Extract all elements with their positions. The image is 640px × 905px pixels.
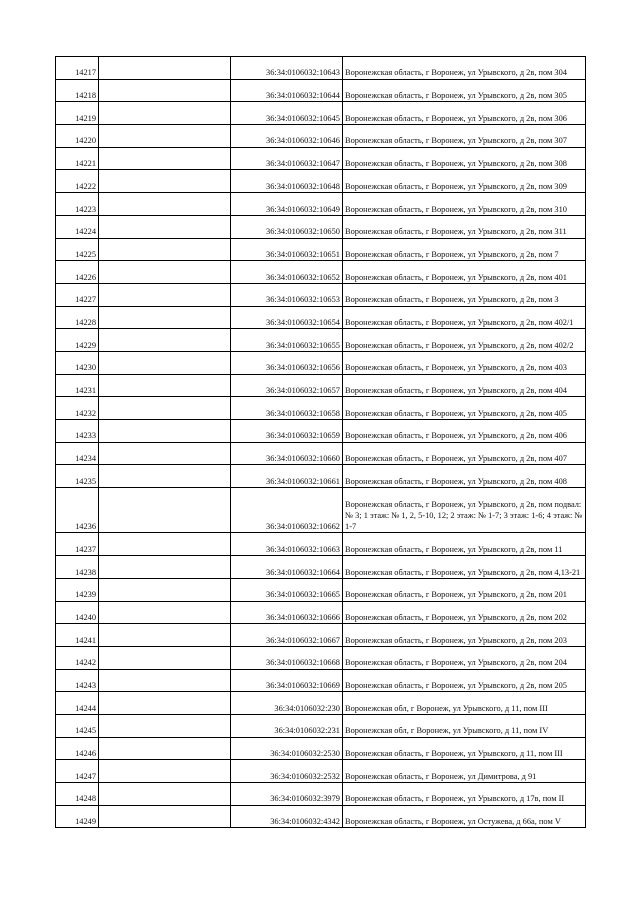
- table-row: [56, 79, 586, 102]
- empty-cell: [99, 442, 231, 465]
- cadastral-number: 36:34:0106032:2530: [231, 737, 343, 760]
- cadastral-number: 36:34:0106032:10660: [231, 442, 343, 465]
- address-cell: Воронежская область, г Воронеж, ул Урывского, д 2в, пом 205: [343, 669, 586, 692]
- row-number: 14218: [56, 79, 99, 102]
- table-row: [56, 261, 586, 284]
- table-row: [56, 601, 586, 624]
- address-cell: Воронежская область, г Воронеж, ул Урывского, д 11, пом III: [343, 737, 586, 760]
- table-row: [56, 646, 586, 669]
- address-cell: Воронежская область, г Воронеж, ул Урывского, д 2в, пом 201: [343, 578, 586, 601]
- table-row: [56, 737, 586, 760]
- cadastral-number: 36:34:0106032:10649: [231, 193, 343, 216]
- cadastral-number: 36:34:0106032:10668: [231, 646, 343, 669]
- empty-cell: [99, 125, 231, 148]
- empty-cell: [99, 624, 231, 647]
- table-row: [56, 578, 586, 601]
- cadastral-number: 36:34:0106032:10659: [231, 420, 343, 443]
- row-number: 14242: [56, 646, 99, 669]
- cadastral-number: 36:34:0106032:10661: [231, 465, 343, 488]
- empty-cell: [99, 374, 231, 397]
- address-cell: Воронежская область, г Воронеж, ул Урывского, д 2в, пом 7: [343, 238, 586, 261]
- address-cell: Воронежская область, г Воронеж, ул Урывского, д 2в, пом 309: [343, 170, 586, 193]
- row-number: 14233: [56, 420, 99, 443]
- cadastral-number: 36:34:0106032:10647: [231, 147, 343, 170]
- cadastral-number: 36:34:0106032:4342: [231, 805, 343, 828]
- empty-cell: [99, 578, 231, 601]
- address-cell: Воронежская область, г Воронеж, ул Урывского, д 2в, пом 202: [343, 601, 586, 624]
- row-number: 14229: [56, 329, 99, 352]
- cadastral-number: 36:34:0106032:2532: [231, 760, 343, 783]
- cadastral-number: 36:34:0106032:231: [231, 714, 343, 737]
- address-cell: Воронежская область, г Воронеж, ул Урывского, д 2в, пом 405: [343, 397, 586, 420]
- table-row: [56, 714, 586, 737]
- address-cell: Воронежская область, г Воронеж, ул Урывского, д 2в, пом 308: [343, 147, 586, 170]
- table-row: [56, 170, 586, 193]
- table-row: [56, 351, 586, 374]
- empty-cell: [99, 306, 231, 329]
- address-cell: Воронежская область, г Воронеж, ул Урывского, д 17в, пом II: [343, 783, 586, 806]
- cadastral-number: 36:34:0106032:10664: [231, 556, 343, 579]
- empty-cell: [99, 79, 231, 102]
- empty-cell: [99, 147, 231, 170]
- table-row: [56, 397, 586, 420]
- cadastral-number: 36:34:0106032:10663: [231, 533, 343, 556]
- row-number: 14244: [56, 692, 99, 715]
- cadastral-number: 36:34:0106032:10644: [231, 79, 343, 102]
- row-number: 14222: [56, 170, 99, 193]
- cadastral-number: 36:34:0106032:10658: [231, 397, 343, 420]
- table-row: [56, 329, 586, 352]
- cadastral-number: 36:34:0106032:10645: [231, 102, 343, 125]
- table-row: [56, 783, 586, 806]
- empty-cell: [99, 397, 231, 420]
- address-cell: Воронежская область, г Воронеж, ул Урывского, д 2в, пом 3: [343, 283, 586, 306]
- table-row: [56, 374, 586, 397]
- cadastral-number: 36:34:0106032:10646: [231, 125, 343, 148]
- address-cell: Воронежская область, г Воронеж, ул Урывского, д 2в, пом 404: [343, 374, 586, 397]
- cadastral-number: 36:34:0106032:10669: [231, 669, 343, 692]
- empty-cell: [99, 783, 231, 806]
- table-row: [56, 760, 586, 783]
- empty-cell: [99, 261, 231, 284]
- empty-cell: [99, 601, 231, 624]
- address-cell: Воронежская область, г Воронеж, ул Урывского, д 2в, пом 402/1: [343, 306, 586, 329]
- cadastral-number: 36:34:0106032:10665: [231, 578, 343, 601]
- row-number: 14227: [56, 283, 99, 306]
- empty-cell: [99, 329, 231, 352]
- cadastral-number: 36:34:0106032:10656: [231, 351, 343, 374]
- row-number: 14228: [56, 306, 99, 329]
- table-row: [56, 465, 586, 488]
- empty-cell: [99, 714, 231, 737]
- table-row: [56, 102, 586, 125]
- cadastral-number: 36:34:0106032:3979: [231, 783, 343, 806]
- table-row: [56, 215, 586, 238]
- table-row: [56, 193, 586, 216]
- row-number: 14237: [56, 533, 99, 556]
- empty-cell: [99, 420, 231, 443]
- address-cell: Воронежская область, г Воронеж, ул Остужева, д 66а, пом V: [343, 805, 586, 828]
- empty-cell: [99, 102, 231, 125]
- table-row: [56, 283, 586, 306]
- table-row: [56, 488, 586, 533]
- address-cell: Воронежская область, г Воронеж, ул Урывского, д 2в, пом подвал: № 3; 1 этаж: № 1, 2, 5-10, 12; 2 этаж: № 1-7; 3 этаж: 1-6; 4 этаж: № 1-7: [343, 488, 586, 533]
- row-number: 14248: [56, 783, 99, 806]
- cadastral-number: 36:34:0106032:10650: [231, 215, 343, 238]
- empty-cell: [99, 170, 231, 193]
- empty-cell: [99, 646, 231, 669]
- row-number: 14217: [56, 57, 99, 80]
- table-row: [56, 125, 586, 148]
- table-row: [56, 420, 586, 443]
- table-row: [56, 624, 586, 647]
- row-number: 14234: [56, 442, 99, 465]
- address-cell: Воронежская область, г Воронеж, ул Урывского, д 2в, пом 304: [343, 57, 586, 80]
- address-cell: Воронежская область, г Воронеж, ул Урывского, д 2в, пом 307: [343, 125, 586, 148]
- row-number: 14249: [56, 805, 99, 828]
- address-cell: Воронежская область, г Воронеж, ул Урывского, д 2в, пом 403: [343, 351, 586, 374]
- row-number: 14247: [56, 760, 99, 783]
- table-body: [56, 57, 586, 828]
- row-number: 14219: [56, 102, 99, 125]
- row-number: 14236: [56, 488, 99, 533]
- register-page: [55, 56, 585, 828]
- empty-cell: [99, 283, 231, 306]
- table-row: [56, 57, 586, 80]
- address-cell: Воронежская область, г Воронеж, ул Урывского, д 2в, пом 310: [343, 193, 586, 216]
- cadastral-number: 36:34:0106032:10654: [231, 306, 343, 329]
- address-cell: Воронежская область, г Воронеж, ул Урывского, д 2в, пом 406: [343, 420, 586, 443]
- row-number: 14220: [56, 125, 99, 148]
- row-number: 14243: [56, 669, 99, 692]
- empty-cell: [99, 193, 231, 216]
- row-number: 14224: [56, 215, 99, 238]
- row-number: 14245: [56, 714, 99, 737]
- table-row: [56, 147, 586, 170]
- table-row: [56, 805, 586, 828]
- cadastral-number: 36:34:0106032:230: [231, 692, 343, 715]
- cadastral-number: 36:34:0106032:10666: [231, 601, 343, 624]
- cadastral-number: 36:34:0106032:10648: [231, 170, 343, 193]
- empty-cell: [99, 215, 231, 238]
- row-number: 14240: [56, 601, 99, 624]
- row-number: 14246: [56, 737, 99, 760]
- cadastral-number: 36:34:0106032:10643: [231, 57, 343, 80]
- empty-cell: [99, 57, 231, 80]
- row-number: 14231: [56, 374, 99, 397]
- address-cell: Воронежская область, г Воронеж, ул Урывского, д 2в, пом 203: [343, 624, 586, 647]
- empty-cell: [99, 805, 231, 828]
- table-row: [56, 692, 586, 715]
- address-cell: Воронежская область, г Воронеж, ул Урывского, д 2в, пом 306: [343, 102, 586, 125]
- table-row: [56, 442, 586, 465]
- address-cell: Воронежская обл, г Воронеж, ул Урывского, д 11, пом III: [343, 692, 586, 715]
- address-cell: Воронежская область, г Воронеж, ул Урывского, д 2в, пом 204: [343, 646, 586, 669]
- empty-cell: [99, 465, 231, 488]
- table-row: [56, 238, 586, 261]
- row-number: 14225: [56, 238, 99, 261]
- row-number: 14241: [56, 624, 99, 647]
- property-register-table: [55, 56, 586, 828]
- cadastral-number: 36:34:0106032:10655: [231, 329, 343, 352]
- row-number: 14239: [56, 578, 99, 601]
- row-number: 14232: [56, 397, 99, 420]
- address-cell: Воронежская область, г Воронеж, ул Димитрова, д 91: [343, 760, 586, 783]
- address-cell: Воронежская область, г Воронеж, ул Урывского, д 2в, пом 305: [343, 79, 586, 102]
- table-row: [56, 306, 586, 329]
- row-number: 14238: [56, 556, 99, 579]
- empty-cell: [99, 692, 231, 715]
- address-cell: Воронежская область, г Воронеж, ул Урывского, д 2в, пом 11: [343, 533, 586, 556]
- empty-cell: [99, 737, 231, 760]
- empty-cell: [99, 556, 231, 579]
- empty-cell: [99, 533, 231, 556]
- cadastral-number: 36:34:0106032:10651: [231, 238, 343, 261]
- address-cell: Воронежская область, г Воронеж, ул Урывского, д 2в, пом 407: [343, 442, 586, 465]
- cadastral-number: 36:34:0106032:10662: [231, 488, 343, 533]
- empty-cell: [99, 488, 231, 533]
- address-cell: Воронежская область, г Воронеж, ул Урывского, д 2в, пом 4,13-21: [343, 556, 586, 579]
- cadastral-number: 36:34:0106032:10667: [231, 624, 343, 647]
- empty-cell: [99, 351, 231, 374]
- cadastral-number: 36:34:0106032:10657: [231, 374, 343, 397]
- table-row: [56, 556, 586, 579]
- row-number: 14230: [56, 351, 99, 374]
- row-number: 14221: [56, 147, 99, 170]
- row-number: 14235: [56, 465, 99, 488]
- address-cell: Воронежская область, г Воронеж, ул Урывского, д 2в, пом 401: [343, 261, 586, 284]
- table-row: [56, 533, 586, 556]
- address-cell: Воронежская область, г Воронеж, ул Урывского, д 2в, пом 311: [343, 215, 586, 238]
- address-cell: Воронежская область, г Воронеж, ул Урывского, д 2в, пом 402/2: [343, 329, 586, 352]
- row-number: 14226: [56, 261, 99, 284]
- cadastral-number: 36:34:0106032:10652: [231, 261, 343, 284]
- row-number: 14223: [56, 193, 99, 216]
- empty-cell: [99, 760, 231, 783]
- table-row: [56, 669, 586, 692]
- address-cell: Воронежская область, г Воронеж, ул Урывского, д 2в, пом 408: [343, 465, 586, 488]
- empty-cell: [99, 238, 231, 261]
- empty-cell: [99, 669, 231, 692]
- address-cell: Воронежская обл, г Воронеж, ул Урывского, д 11, пом IV: [343, 714, 586, 737]
- cadastral-number: 36:34:0106032:10653: [231, 283, 343, 306]
